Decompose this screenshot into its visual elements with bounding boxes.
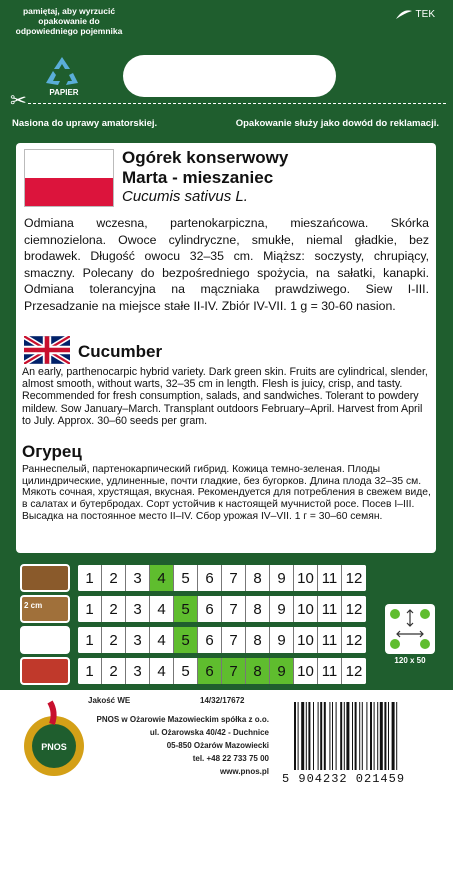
month-cell: 9: [270, 658, 294, 684]
barcode-bar: [332, 702, 333, 770]
complaint-note: Opakowanie służy jako dowód do reklamacji.: [235, 118, 439, 129]
barcode-bar: [308, 702, 310, 770]
tek-mark: [395, 9, 435, 20]
barcode-bar: [336, 702, 337, 770]
latin-name: Cucumis sativus L.: [122, 188, 248, 205]
month-cell: 2: [102, 596, 126, 622]
english-title: Cucumber: [78, 342, 163, 361]
month-cell: 12: [342, 565, 366, 591]
month-cell: 7: [222, 596, 246, 622]
amateur-note: Nasiona do uprawy amatorskiej.: [12, 118, 158, 129]
company-line-2: ul. Ożarowska 40/42 - Duchnice: [149, 728, 269, 737]
month-cell: 2: [102, 658, 126, 684]
barcode-bar: [352, 702, 353, 770]
harvest-icon: [20, 657, 70, 685]
barcode-bar: [362, 702, 363, 770]
month-cell: 9: [270, 627, 294, 653]
company-info: [88, 713, 269, 778]
month-cell: 10: [294, 596, 318, 622]
leaf-icon: [395, 10, 413, 20]
month-cell: 4: [150, 658, 174, 684]
month-cell: 2: [102, 627, 126, 653]
tek-label: TEK: [415, 9, 435, 20]
month-cell: 1: [78, 627, 102, 653]
scissors-icon: ✂: [10, 90, 27, 112]
month-cell: 3: [126, 565, 150, 591]
barcode-bar: [320, 702, 322, 770]
barcode-bar: [377, 702, 378, 770]
month-cell: 5: [174, 596, 198, 622]
logo-text: PNOS: [41, 742, 67, 752]
month-cell: 4: [150, 565, 174, 591]
russian-title: Огурец: [22, 442, 82, 461]
barcode-bar: [313, 702, 314, 770]
month-cell: 8: [246, 627, 270, 653]
pnos-logo-icon: [22, 700, 86, 784]
barcode-icon: [290, 702, 435, 772]
product-title: [122, 148, 288, 188]
month-cell: 5: [174, 658, 198, 684]
month-cell: 7: [222, 627, 246, 653]
polish-description: Odmiana wczesna, partenokarpiczna, mieszańcowa. Skórka ciemnozielona. Owoce cylindryczne, smukłe, niemal gładkie, bez brodawek. Długość owocu 32–35 cm. Miąższ: soczysty, chrupiący, smaczny. Polecany do bezpośredniego spożycia, na sałatki, kanapki. Odmiana tolerancyjna na mączniaka prawdziwego. Siew I-III. Przesadzanie na miejsce stałe II-IV. Zbiór IV-VII. 1 g = 30-60 nasion.: [24, 216, 429, 313]
barcode-bar: [374, 702, 375, 770]
barcode-bar: [370, 702, 372, 770]
month-cell: 8: [246, 658, 270, 684]
calendar-row-sowing: [20, 565, 374, 591]
barcode-bar: [346, 702, 349, 770]
barcode-bar: [301, 702, 304, 770]
month-cell: 1: [78, 596, 102, 622]
month-cell: 4: [150, 627, 174, 653]
month-cells: [78, 565, 366, 591]
barcode-number: 5 904232 021459: [282, 772, 406, 786]
reference-number: 14/32/17672: [200, 696, 245, 705]
barcode-bar: [384, 702, 386, 770]
plant-spacing-icon: [385, 604, 435, 654]
month-cell: 11: [318, 565, 342, 591]
month-cell: 10: [294, 658, 318, 684]
sowing-depth-icon: [20, 595, 70, 623]
barcode-bar: [355, 702, 357, 770]
month-cell: 6: [198, 596, 222, 622]
barcode-bar: [344, 702, 345, 770]
transplant-icon: [20, 626, 70, 654]
month-cells: [78, 627, 366, 653]
barcode-bar: [396, 702, 397, 770]
month-cell: 8: [246, 596, 270, 622]
month-cell: 1: [78, 565, 102, 591]
hanging-slot: [123, 55, 336, 97]
month-cell: 12: [342, 658, 366, 684]
recycle-note: pamiętaj, aby wyrzucić opakowanie do odpowiedniego pojemnika: [15, 6, 123, 36]
barcode-bar: [359, 702, 360, 770]
barcode-bar: [294, 702, 296, 770]
month-cell: 3: [126, 658, 150, 684]
month-cell: 6: [198, 627, 222, 653]
barcode-bar: [306, 702, 307, 770]
month-cells: [78, 596, 366, 622]
month-cell: 5: [174, 627, 198, 653]
company-line-3: 05-850 Ożarów Mazowiecki: [166, 741, 269, 750]
barcode-bar: [340, 702, 342, 770]
month-cell: 12: [342, 627, 366, 653]
month-cell: 11: [318, 658, 342, 684]
company-line-1: PNOS w Ożarowie Mazowieckim spółka z o.o.: [96, 715, 269, 724]
spacing-label: 120 x 50: [394, 656, 426, 665]
month-cell: 3: [126, 627, 150, 653]
title-line-2: Marta - mieszaniec: [122, 168, 274, 187]
polish-flag-icon: [24, 149, 114, 207]
month-cell: 9: [270, 565, 294, 591]
barcode-bar: [388, 702, 389, 770]
english-description: An early, parthenocarpic hybrid variety. Dark green skin. Fruits are cylindrical, slender, almost smooth, without warts, 32–35 cm in length. Flesh is juicy, crisp, and tasty. Recommended for fresh consumption, salads, and sandwiches. Tolerant to powdery mildew. Sow January–March. Transplant outdoors February–April. Harvest from April to July. Approx. 30–60 seeds per gram.: [22, 366, 428, 427]
month-cell: 3: [126, 596, 150, 622]
month-cell: 9: [270, 596, 294, 622]
calendar-row-transplant: [20, 627, 374, 653]
month-cell: 7: [222, 658, 246, 684]
month-cell: 5: [174, 565, 198, 591]
month-cell: 11: [318, 596, 342, 622]
sowing-icon: [20, 564, 70, 592]
title-line-1: Ogórek konserwowy: [122, 148, 289, 167]
barcode-bar: [380, 702, 383, 770]
footer-blank: [0, 790, 453, 872]
spacing-diagram-icon: [385, 604, 435, 654]
calendar-row-harvest: [20, 658, 374, 684]
calendar-row-sowing-depth: [20, 596, 374, 622]
month-cell: 12: [342, 596, 366, 622]
barcode-bar: [366, 702, 367, 770]
quality-label: Jakość WE: [88, 696, 131, 705]
company-line-4: tel. +48 22 733 75 00: [192, 754, 269, 763]
month-cell: 10: [294, 627, 318, 653]
barcode-bar: [324, 702, 326, 770]
month-cell: 1: [78, 658, 102, 684]
month-cell: 7: [222, 565, 246, 591]
depth-label: 2 cm: [24, 601, 43, 610]
month-cell: 4: [150, 596, 174, 622]
cut-line: [28, 103, 446, 104]
uk-flag-icon: [24, 336, 70, 364]
barcode-bar: [392, 702, 395, 770]
barcode-bar: [318, 702, 319, 770]
barcode-bar: [298, 702, 299, 770]
company-line-5: www.pnos.pl: [219, 767, 269, 776]
recycle-label: PAPIER: [49, 88, 79, 97]
barcode-bar: [329, 702, 330, 770]
month-cell: 11: [318, 627, 342, 653]
month-cell: 8: [246, 565, 270, 591]
month-cell: 2: [102, 565, 126, 591]
russian-description: Раннеспелый, партенокарпический гибрид. Кожица темно-зеленая. Плоды цилиндрические, удлиненные, почти гладкие, без бугорков. Длина плода 32–35 см. Мякоть сочная, хрустящая, вкусная. Рекомендуется для потребления в свежем виде, в салатах и бутербродах. Сорт устойчив к настоящей мучнистой росе. Посев I–III. Высадка на постоянное место II–IV. Сбор урожая IV–VII. 1 г = 30–60 семян.: [22, 464, 431, 522]
month-cells: [78, 658, 366, 684]
recycle-icon: [44, 55, 80, 87]
month-cell: 10: [294, 565, 318, 591]
month-cell: 6: [198, 658, 222, 684]
month-cell: 6: [198, 565, 222, 591]
